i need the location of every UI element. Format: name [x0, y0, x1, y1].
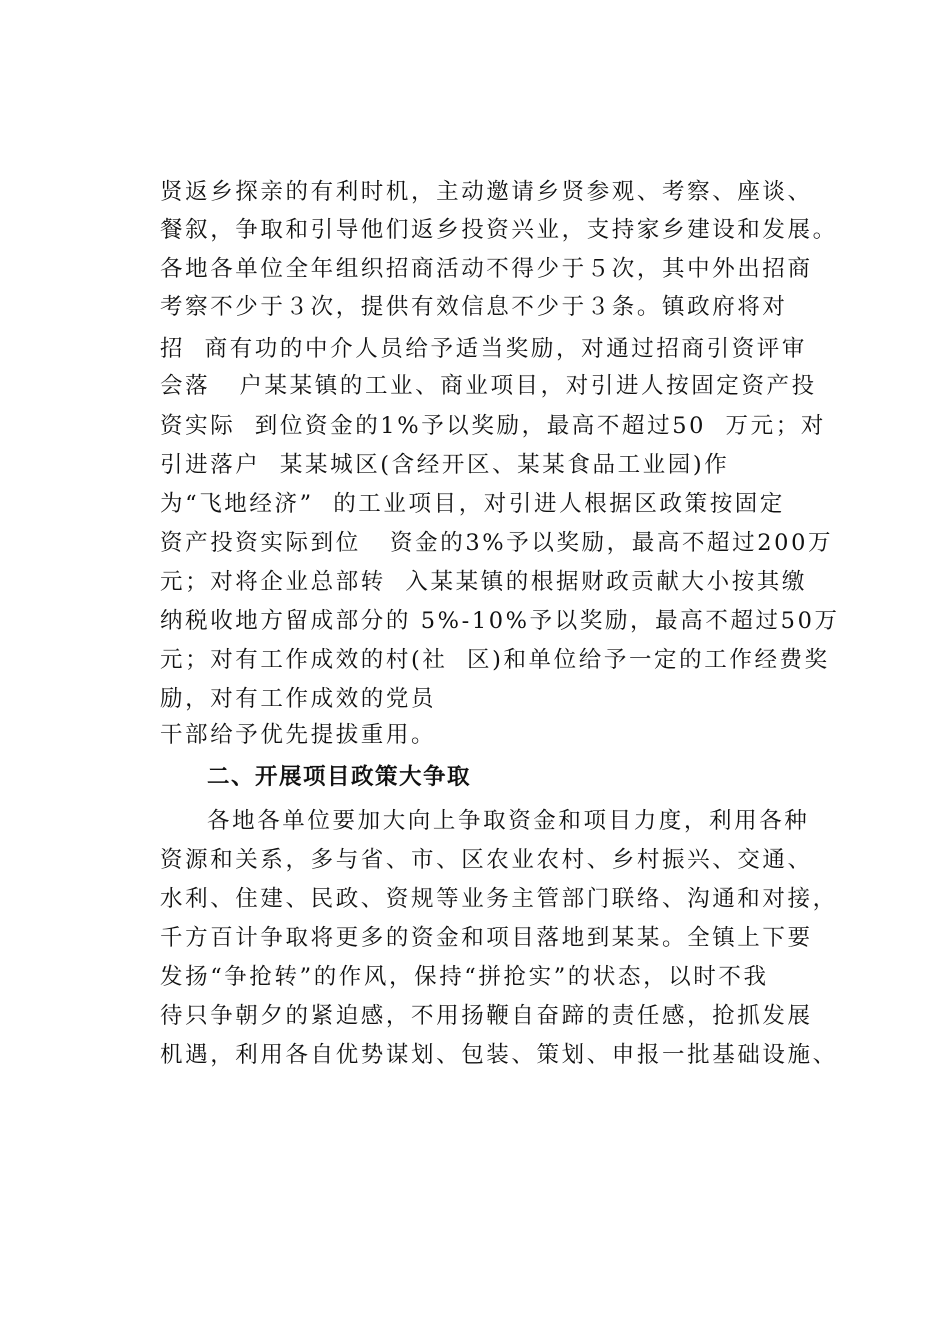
text-line: 资源和关系，多与省、市、区农业农村、乡村振兴、交通、 — [160, 847, 813, 873]
text-line: 机遇，利用各自优势谋划、包装、策划、申报一批基础设施、 — [160, 1042, 838, 1068]
text-line: 水利、住建、民政、资规等业务主管部门联络、沟通和对接， — [160, 886, 838, 912]
text-line: 励，对有工作成效的党员 — [160, 686, 437, 712]
text-line: 元；对将企业总部转 入某某镇的根据财政贡献大小按其缴 — [160, 569, 808, 595]
text-line: 干部给予优先提拔重用。 — [160, 722, 437, 748]
text-line: 会落 户某某镇的工业、商业项目，对引进人按固定资产投 — [160, 373, 817, 399]
text-line: 待只争朝夕的紧迫感，不用扬鞭自奋蹄的责任感，抢抓发展 — [160, 1003, 813, 1029]
text-line: 资实际 到位资金的1%予以奖励，最高不超过50 万元；对 — [160, 413, 826, 439]
text-line: 为“飞地经济” 的工业项目，对引进人根据区政策按固定 — [160, 491, 786, 517]
text-line: 餐叙，争取和引导他们返乡投资兴业，支持家乡建设和发展。 — [160, 217, 838, 243]
text-line: 招 商有功的中介人员给予适当奖励，对通过招商引资评审 — [160, 336, 808, 362]
text-line: 考察不少于３次，提供有效信息不少于３条。镇政府将对 — [160, 294, 788, 320]
text-line: 纳税收地方留成部分的 5%-10%予以奖励，最高不超过50万 — [160, 608, 840, 634]
text-line: 各地各单位要加大向上争取资金和项目力度，利用各种 — [207, 808, 810, 834]
section-heading: 二、开展项目政策大争取 — [207, 764, 472, 790]
text-line: 贤返乡探亲的有利时机，主动邀请乡贤参观、考察、座谈、 — [160, 179, 813, 205]
text-line: 资产投资实际到位 资金的3%予以奖励，最高不超过200万 — [160, 530, 834, 556]
text-line: 各地各单位全年组织招商活动不得少于５次，其中外出招商 — [160, 256, 813, 282]
text-line: 引进落户 某某城区(含经开区、某某食品工业园)作 — [160, 452, 730, 478]
text-line: 元；对有工作成效的村(社 区)和单位给予一定的工作经费奖 — [160, 647, 830, 673]
text-line: 千方百计争取将更多的资金和项目落地到某某。全镇上下要 — [160, 925, 813, 951]
text-line: 发扬“争抢转”的作风，保持“拼抢实”的状态，以时不我 — [160, 964, 769, 990]
